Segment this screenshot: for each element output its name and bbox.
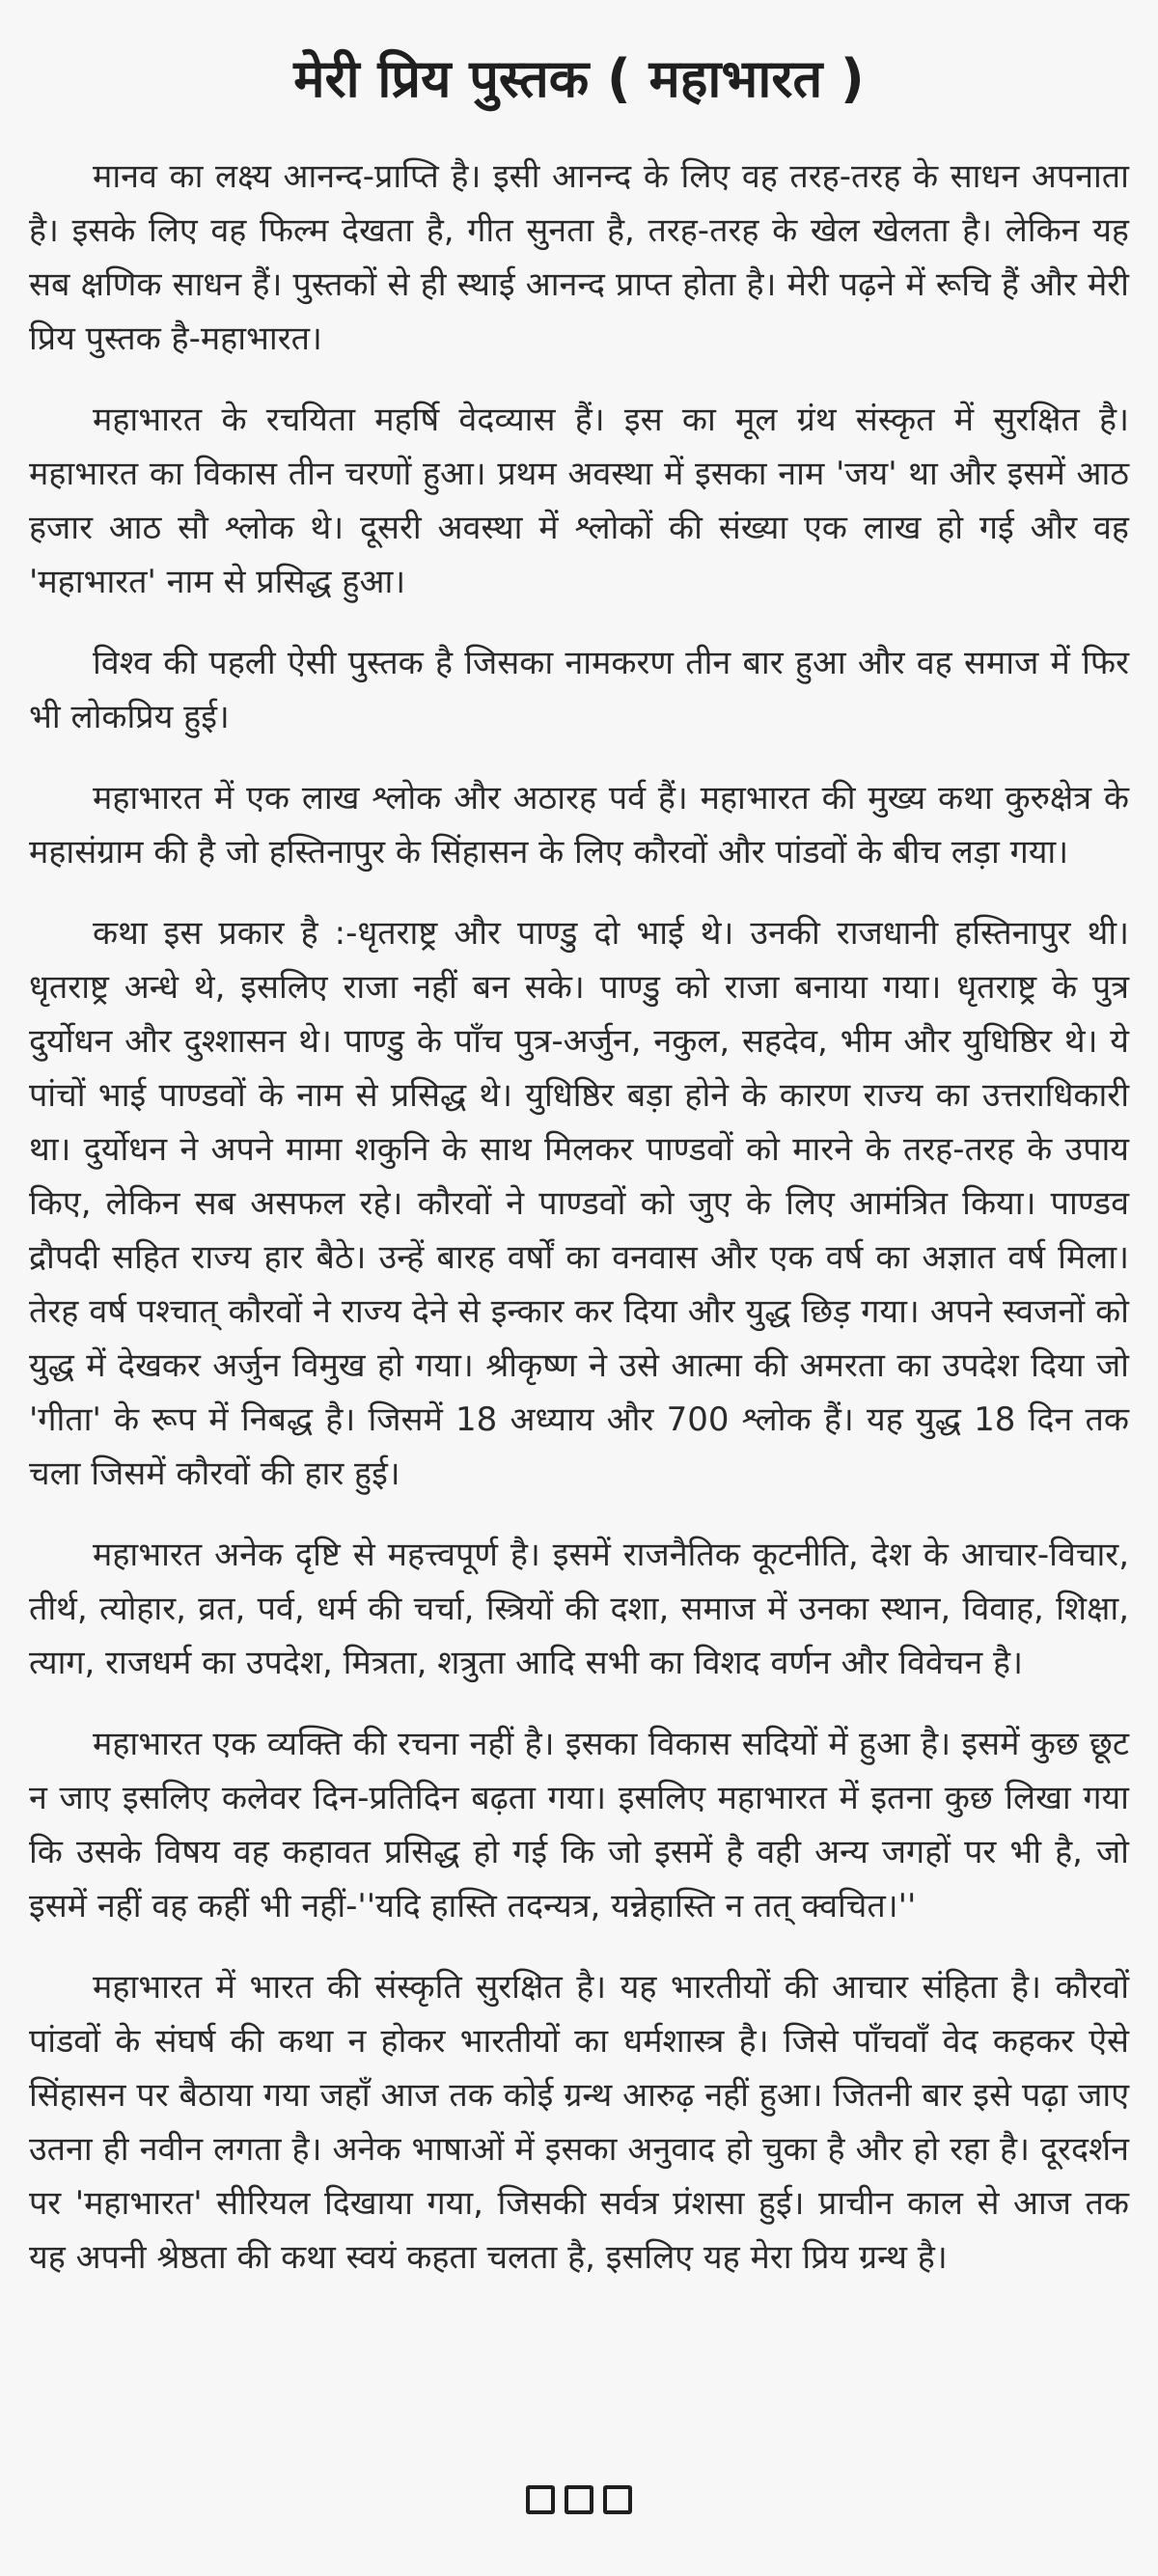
paragraph-structure: महाभारत में एक लाख श्लोक और अठारह पर्व हैं। महाभारत की मुख्य कथा कुरुक्षेत्र के महासंग्राम की है जो हस्तिनापुर के सिंहासन के लिए कौरवों और पांडवों के बीच लड़ा गया।: [29, 778, 1129, 872]
square-outline-icon: [565, 2485, 593, 2514]
end-marker: [0, 2485, 1158, 2514]
square-outline-icon: [603, 2485, 632, 2514]
paragraph-conclusion: महाभारत में भारत की संस्कृति सुरक्षित है। यह भारतीयों की आचार संहिता है। कौरवों पांडवों के संघर्ष की कथा न होकर भारतीयों का धर्मशास्त्र है। जिसे पाँचवाँ वेद कहकर ऐसे सिंहासन पर बैठाया गया जहाँ आज तक कोई ग्रन्थ आरुढ़ नहीं हुआ। जितनी बार इसे पढ़ा जाए उतना ही नवीन लगता है। अनेक भाषाओं में इसका अनुवाद हो चुका है और हो रहा है। दूरदर्शन पर 'महाभारत' सीरियल दिखाया गया, जिसकी सर्वत्र प्रंशसा हुई। प्राचीन काल से आज तक यह अपनी श्रेष्ठता की कथा स्वयं कहता चलता है, इसलिए यह मेरा प्रिय ग्रन्थ है।: [29, 1967, 1129, 2277]
page-title: मेरी प्रिय पुस्तक ( महाभारत ): [293, 48, 865, 109]
paragraph-naming: विश्व की पहली ऐसी पुस्तक है जिसका नामकरण तीन बार हुआ और वह समाज में फिर भी लोकप्रिय हुई।: [29, 643, 1129, 736]
paragraph-author-origin: महाभारत के रचयिता महर्षि वेदव्यास हैं। इस का मूल ग्रंथ संस्कृत में सुरक्षित है। महाभारत का विकास तीन चरणों हुआ। प्रथम अवस्था में इसका नाम 'जय' था और इसमें आठ हजार आठ सौ श्लोक थे। दूसरी अवस्था में श्लोकों की संख्या एक लाख हो गई और वह 'महाभारत' नाम से प्रसिद्ध हुआ।: [29, 400, 1129, 601]
paragraph-story: कथा इस प्रकार है :-धृतराष्ट्र और पाण्डु दो भाई थे। उनकी राजधानी हस्तिनापुर थी। धृतराष्ट्र अन्धे थे, इसलिए राजा नहीं बन सके। पाण्डु को राजा बनाया गया। धृतराष्ट्र के पुत्र दुर्योधन और दुश्शासन थे। पाण्डु के पाँच पुत्र-अर्जुन, नकुल, सहदेव, भीम और युधिष्ठिर थे। ये पांचों भाई पाण्डवों के नाम से प्रसिद्ध थे। युधिष्ठिर बड़ा होने के कारण राज्य का उत्तराधिकारी था। दुर्योधन ने अपने मामा शकुनि के साथ मिलकर पाण्डवों को मारने के तरह-तरह के उपाय किए, लेकिन सब असफल रहे। कौरवों ने पाण्डवों को जुए के लिए आमंत्रित किया। पाण्डव द्रौपदी सहित राज्य हार बैठे। उन्हें बारह वर्षों का वनवास और एक वर्ष का अज्ञात वर्ष मिला। तेरह वर्ष पश्चात् कौरवों ने राज्य देने से इन्कार कर दिया और युद्ध छिड़ गया। अपने स्वजनों को युद्ध में देखकर अर्जुन विमुख हो गया। श्रीकृष्ण ने उसे आत्मा की अमरता का उपदेश दिया जो 'गीता' के रूप में निबद्ध है। जिसमें 18 अध्याय और 700 श्लोक हैं। यह युद्ध 18 दिन तक चला जिसमें कौरवों की हार हुई।: [29, 913, 1129, 1493]
paragraph-development: महाभारत एक व्यक्ति की रचना नहीं है। इसका विकास सदियों में हुआ है। इसमें कुछ छूट न जाए इसलिए कलेवर दिन-प्रतिदिन बढ़ता गया। इसलिए महाभारत में इतना कुछ लिखा गया कि उसके विषय वह कहावत प्रसिद्ध हो गई कि जो इसमें है वही अन्य जगहों पर भी है, जो इसमें नहीं वह कहीं भी नहीं-''यदि हास्ति तदन्यत्र, यन्नेहास्ति न तत् क्वचित।'': [29, 1724, 1129, 1925]
square-outline-icon: [526, 2485, 555, 2514]
paragraph-importance: महाभारत अनेक दृष्टि से महत्त्वपूर्ण है। इसमें राजनैतिक कूटनीति, देश के आचार-विचार, तीर्थ, त्योहार, व्रत, पर्व, धर्म की चर्चा, स्त्रियों की दशा, समाज में उनका स्थान, विवाह, शिक्षा, त्याग, राजधर्म का उपदेश, मित्रता, शत्रुता आदि सभी का विशद वर्णन और विवेचन है।: [29, 1535, 1129, 1682]
paragraph-intro: मानव का लक्ष्य आनन्द-प्राप्ति है। इसी आनन्द के लिए वह तरह-तरह के साधन अपनाता है। इसके लिए वह फिल्म देखता है, गीत सुनता है, तरह-तरह के खेल खेलता है। लेकिन यह सब क्षणिक साधन हैं। पुस्तकों से ही स्थाई आनन्द प्राप्त होता है। मेरी पढ़ने में रूचि हैं और मेरी प्रिय पुस्तक है-महाभारत।: [29, 156, 1129, 358]
